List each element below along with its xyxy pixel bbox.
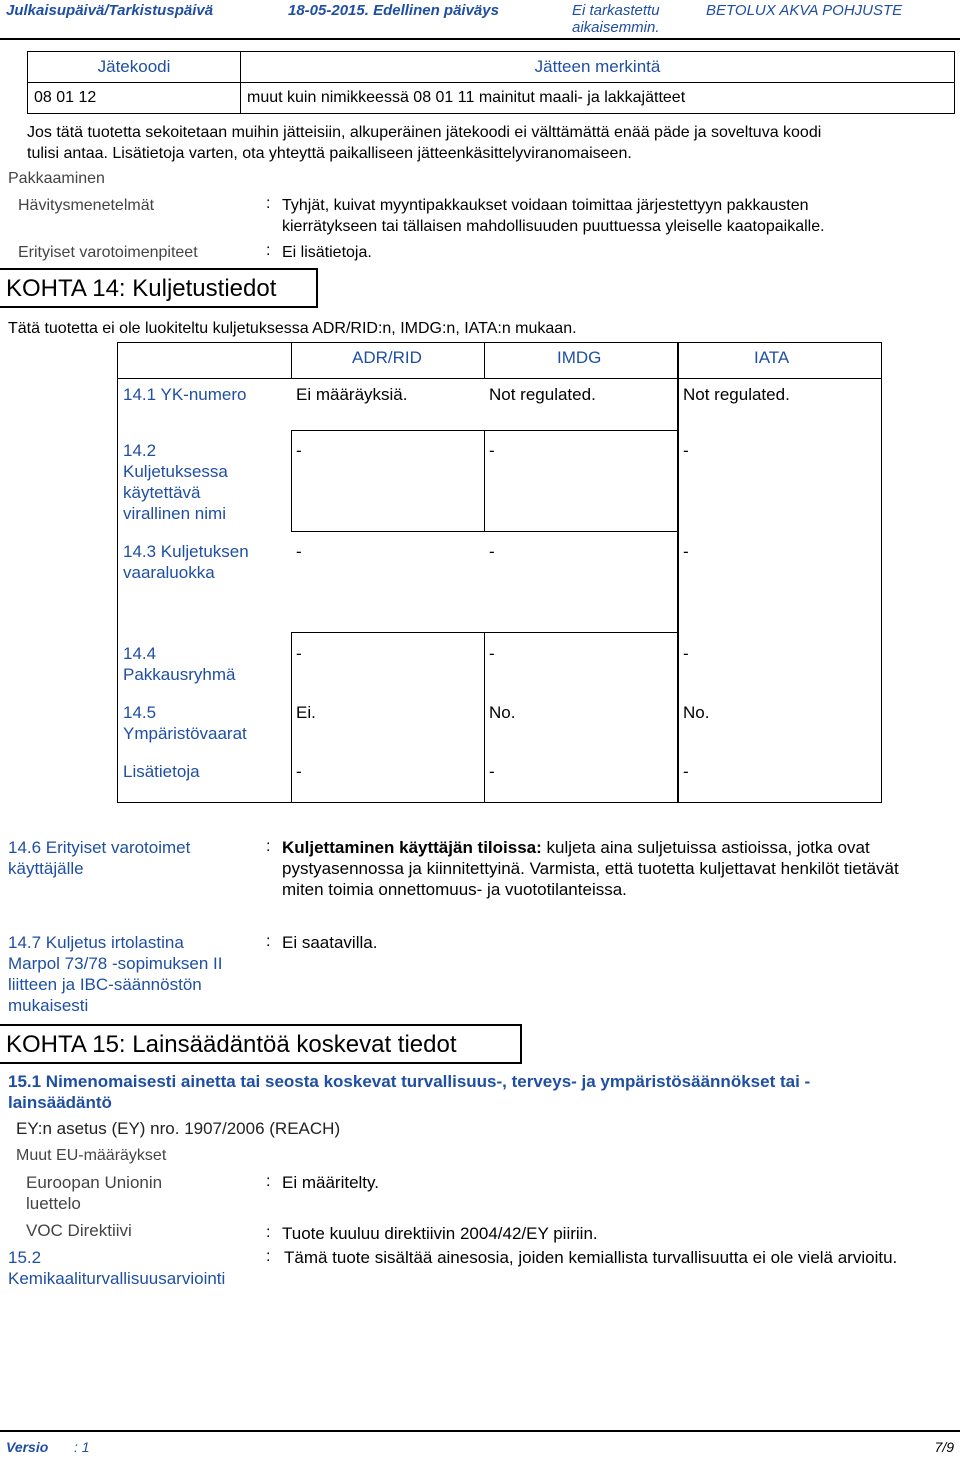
voc-label: VOC Direktiivi [26, 1221, 132, 1240]
transport-table-divider [677, 342, 679, 803]
s152-label: 15.2 Kemikaaliturvallisuusarviointi [8, 1248, 226, 1288]
section-15-title: KOHTA 15: Lainsäädäntöä koskevat tiedot [0, 1024, 522, 1064]
transport-col-imdg: IMDG [557, 348, 602, 367]
transport-table-divider [484, 342, 485, 378]
row-shipping-name-adr: - [296, 441, 302, 460]
s152-value: Tämä tuote sisältää ainesosia, joiden kemiallista turvallisuutta ei ole vielä arvioitu. [284, 1248, 898, 1267]
waste-col-desc: Jätteen merkintä [241, 52, 955, 83]
special-precautions-label: Erityiset varotoimenpiteet [18, 244, 198, 261]
row-hazard-class-label: 14.3 Kuljetuksen vaaraluokka [123, 542, 249, 582]
eu-list-colon: : [266, 1173, 271, 1190]
row-env-hazards-imdg: No. [489, 703, 516, 722]
transport-table-divider [291, 632, 292, 803]
row-un-number-label: 14.1 YK-numero [123, 385, 247, 404]
waste-code-value: 08 01 12 [28, 83, 241, 114]
waste-code-table [27, 51, 955, 114]
voc-value: Tuote kuuluu direktiivin 2004/42/EY piiriin. [282, 1224, 598, 1243]
row-env-hazards-iata: No. [683, 703, 710, 722]
row-packing-group-label: 14.4 Pakkausryhmä [123, 644, 236, 684]
row-hazard-class-imdg: - [489, 542, 495, 561]
transport-table-divider [484, 632, 485, 803]
row-hazard-class-adr: - [296, 542, 302, 561]
transport-col-iata: IATA [754, 348, 790, 367]
waste-note-1: Jos tätä tuotetta sekoitetaan muihin jätteisiin, alkuperäinen jätekoodi ei välttämättä enää päde ja soveltuva koodi [27, 124, 822, 141]
footer-version-value: : 1 [74, 1439, 90, 1455]
s146-text-line-3: miten toimia onnettomuus- ja vuototilanteissa. [282, 880, 627, 899]
special-precautions-text: Ei lisätietoja. [282, 244, 372, 261]
packaging-title: Pakkaaminen [8, 170, 105, 187]
s151-heading: 15.1 Nimenomaisesti ainetta tai seosta koskevat turvallisuus-, terveys- ja ympäristösäännökset tai - lainsäädäntö [8, 1072, 811, 1112]
s147-label: 14.7 Kuljetus irtolastina Marpol 73/78 -sopimuksen II liitteen ja IBC-säännöstön mukaisesti [8, 933, 223, 1015]
eu-list-label: Euroopan Unionin luettelo [26, 1173, 163, 1213]
transport-table-divider [291, 430, 292, 531]
row-shipping-name-iata: - [683, 441, 689, 460]
s146-label: 14.6 Erityiset varotoimet käyttäjälle [8, 838, 191, 878]
row-additional-adr: - [296, 762, 302, 781]
waste-desc-value: muut kuin nimikkeessä 08 01 11 mainitut maali- ja lakkajätteet [241, 83, 955, 114]
special-colon: : [266, 242, 271, 259]
row-additional-imdg: - [489, 762, 495, 781]
page-header [0, 0, 960, 38]
s152-colon: : [266, 1248, 271, 1265]
row-packing-group-imdg: - [489, 644, 495, 663]
header-not-checked: Ei tarkastettu aikaisemmin. [572, 2, 660, 36]
s147-text: Ei saatavilla. [282, 933, 378, 952]
transport-table-header-rule [117, 378, 882, 379]
transport-table-divider [291, 342, 292, 378]
row-additional-iata: - [683, 762, 689, 781]
header-product-name: BETOLUX AKVA POHJUSTE [706, 2, 903, 19]
s146-colon: : [266, 838, 271, 855]
row-additional-label: Lisätietoja [123, 762, 200, 781]
footer-version-label: Versio [6, 1439, 49, 1455]
disposal-colon: : [266, 195, 271, 212]
transport-col-adr: ADR/RID [352, 348, 422, 367]
section-14-title: KOHTA 14: Kuljetustiedot [0, 268, 318, 308]
eu-list-value: Ei määritelty. [282, 1173, 379, 1192]
section-14-intro: Tätä tuotetta ei ole luokiteltu kuljetuksessa ADR/RID:n, IMDG:n, IATA:n mukaan. [8, 320, 577, 337]
row-env-hazards-label: 14.5 Ympäristövaarat [123, 703, 247, 743]
waste-note-2: tulisi antaa. Lisätietoja varten, ota yhteyttä paikalliseen jätteenkäsittelyviranomaiseen. [27, 145, 632, 162]
row-shipping-name-imdg: - [489, 441, 495, 460]
header-date-label: Julkaisupäivä/Tarkistuspäivä [6, 2, 214, 19]
s146-text-line-1: Kuljettaminen käyttäjän tiloissa: kuljeta aina suljetuissa astioissa, jotka ovat [282, 838, 870, 857]
s146-text-line-2: pystyasennossa ja kiinnitettyinä. Varmista, että tuotetta kuljettavat henkilöt tietävät [282, 859, 899, 878]
other-eu-label: Muut EU-määräykset [16, 1147, 167, 1164]
row-packing-group-adr: - [296, 644, 302, 663]
footer-page-number: 7/9 [934, 1439, 954, 1455]
row-packing-group-iata: - [683, 644, 689, 663]
reach-label: EY:n asetus (EY) nro. 1907/2006 (REACH) [16, 1119, 341, 1138]
transport-table-divider [484, 430, 485, 531]
row-un-number-adr: Ei määräyksiä. [296, 385, 408, 404]
header-date-value: 18-05-2015. Edellinen päiväys [288, 2, 499, 19]
disposal-text-1: Tyhjät, kuivat myyntipakkaukset voidaan toimittaa järjestettyyn pakkausten [282, 197, 809, 214]
voc-colon: : [266, 1224, 271, 1241]
disposal-text-2: kierrätykseen tai tällaisen mahdollisuuden puuttuessa yleiselle kaatopaikalle. [282, 218, 825, 235]
waste-col-code: Jätekoodi [28, 52, 241, 83]
header-rule [0, 38, 960, 40]
disposal-label: Hävitysmenetelmät [18, 197, 155, 214]
row-hazard-class-iata: - [683, 542, 689, 561]
page-footer [0, 1430, 960, 1462]
row-shipping-name-label: 14.2 Kuljetuksessa käytettävä virallinen nimi [123, 441, 228, 523]
s147-colon: : [266, 933, 271, 950]
row-un-number-imdg: Not regulated. [489, 385, 596, 404]
row-env-hazards-adr: Ei. [296, 703, 316, 722]
transport-table-rule [291, 531, 678, 532]
row-un-number-iata: Not regulated. [683, 385, 790, 404]
